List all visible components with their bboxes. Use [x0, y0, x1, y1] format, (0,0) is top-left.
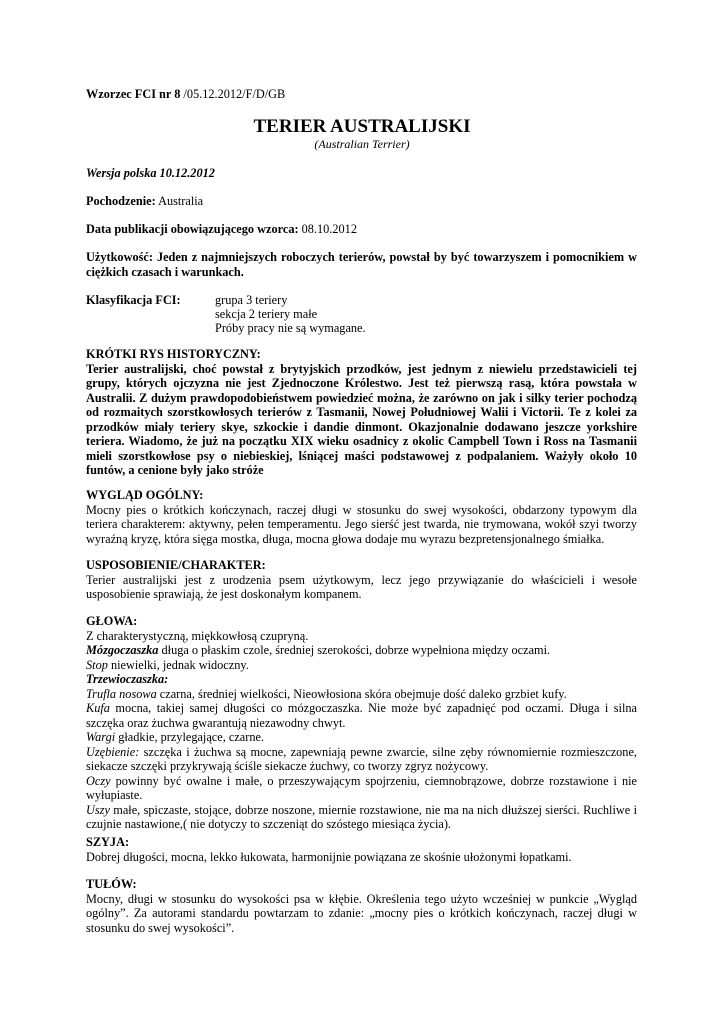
classification-section: sekcja 2 teriery małe	[215, 307, 318, 321]
muzzle-line	[86, 701, 637, 730]
skull-text: długa o płaskim czole, średniej szerokości, dobrze wypełniona między oczami.	[158, 643, 551, 657]
utility-paragraph	[86, 250, 637, 279]
classification-group: grupa 3 teriery	[215, 293, 288, 307]
temperament-heading: USPOSOBIENIE/CHARAKTER:	[86, 558, 266, 572]
origin-value: Australia	[155, 194, 204, 208]
general-section	[86, 488, 637, 546]
origin-line	[86, 194, 637, 209]
muzzle-label: Kufa	[86, 701, 110, 715]
skull-label: Mózgoczaszka	[86, 643, 159, 657]
document-title: TERIER AUSTRALIJSKI	[253, 116, 471, 137]
version-line: Wersja polska 10.12.2012	[86, 166, 215, 180]
document-subtitle: (Australian Terrier)	[314, 137, 410, 151]
standard-label: Wzorzec FCI nr 8	[86, 87, 181, 101]
neck-heading: SZYJA:	[86, 835, 130, 849]
classification-trials: Próby pracy nie są wymagane.	[215, 321, 366, 335]
head-heading: GŁOWA:	[86, 614, 138, 628]
lips-label: Wargi	[86, 730, 116, 744]
standard-ref: /05.12.2012/F/D/GB	[180, 87, 286, 101]
face-heading: Trzewioczaszka:	[86, 672, 169, 686]
body-heading: TUŁÓW:	[86, 877, 137, 891]
lips-line	[86, 730, 637, 745]
body-section	[86, 877, 637, 935]
eyes-label: Oczy	[86, 773, 111, 788]
origin-label: Pochodzenie:	[86, 194, 156, 208]
nose-line	[86, 687, 637, 702]
body-text: Mocny, długi w stosunku do wysokości psa w kłębie. Określenia tego użyto wcześniej w punkcie „Wygląd ogólny”. Za autorami standardu powtarzam to zdanie: „mocny pies o krótkich kończynach, raczej długi w stosunku do swej wysokości”.	[86, 891, 637, 935]
history-text: Terier australijski, choć powstał z brytyjskich przodków, jest jednym z niewielu przedstawicieli tej grupy, których ojczyzna nie jest Zjednoczone Królestwo. Jest też pierwszą rasą, która powstała w Australii. Z dużym prawdopodobieństwem powiedzieć można, że zarówno on jak i silky terier pochodzą od rozmaitych szorstkowłosych terierów z Tasmanii, Nowej Południowej Walii i Victorii. Te z kolei za przodków miały teriery skye, szkockie i dandie dinmont. Okazjonalnie dodawano jeszcze yorkshire teriera. Wiadomo, że już na początku XIX wieku osadnicy z okolic Campbell Town i Ross na Tasmanii mieli szorstkowłose psy o niebieskiej, lśniącej maści podstawowej z podpalaniem. Ważyły około 10 funtów, a cenione były jako stróże	[86, 361, 637, 477]
standard-reference	[86, 87, 637, 102]
general-text: Mocny pies o krótkich kończynach, raczej długi w stosunku do swej wysokości, obdarzony typowym dla teriera charakterem: aktywny, pełen temperamentu. Jego sierść jest twarda, nie trymowana, wokół szyi tworzy wyraźną kryzę, która sięga mostka, długa, mocna głowa dodaje mu wyrazu bezpretensjonalnego śmiałka.	[86, 502, 637, 546]
eyes-line	[86, 774, 637, 803]
head-section	[86, 614, 637, 832]
ears-line	[86, 803, 637, 832]
nose-text: czarna, średniej wielkości, Nieowłosiona skóra obejmuje dość daleko grzbiet kufy.	[156, 686, 567, 701]
neck-text: Dobrej długości, mocna, lekko łukowata, harmonijnie powiązana ze skośnie ułożonymi łopatkami.	[86, 849, 572, 864]
publication-line	[86, 222, 637, 237]
classification-label: Klasyfikacja FCI:	[86, 293, 181, 307]
head-intro: Z charakterystyczną, miękkowłosą czupryną.	[86, 628, 309, 643]
muzzle-text: mocna, takiej samej długości co mózgoczaszka. Nie może być zapadnięć pod oczami. Długa i silna szczęka oraz żuchwa gwarantują niezawodny chwyt.	[86, 701, 637, 730]
history-heading: KRÓTKI RYS HISTORYCZNY:	[86, 347, 261, 361]
publication-label: Data publikacji obowiązującego wzorca:	[86, 222, 299, 236]
publication-value: 08.10.2012	[298, 222, 357, 236]
stop-label: Stop	[86, 657, 108, 672]
teeth-line	[86, 745, 637, 774]
utility-text: Jeden z najmniejszych roboczych terierów, powstał by być towarzyszem i pomocnikiem w ciężkich czasach i warunkach.	[86, 250, 637, 279]
general-heading: WYGLĄD OGÓLNY:	[86, 488, 204, 502]
stop-line	[86, 658, 637, 673]
stop-text: niewielki, jednak widoczny.	[107, 657, 249, 672]
history-section	[86, 347, 637, 478]
teeth-text: szczęka i żuchwa są mocne, zapewniają pewne zwarcie, silne zęby równomiernie rozmieszczone, siekacze szczęki przykrywają ściśle siekacze żuchwy, co tworzy zgryz nożycowy.	[86, 744, 637, 773]
nose-label: Trufla nosowa	[86, 686, 157, 701]
teeth-label: Uzębienie:	[86, 744, 140, 759]
eyes-text: powinny być owalne i małe, o przeszywającym spojrzeniu, ciemnobrązowe, dobrze rozstawione i nie wyłupiaste.	[86, 773, 637, 802]
ears-text: małe, spiczaste, stojące, dobrze noszone, miernie rozstawione, nie ma na nich dłuższej sierści. Ruchliwe i czujnie nastawione,( nie dotyczy to szczeniąt do szóstego miesiąca życia).	[86, 802, 637, 831]
lips-text: gładkie, przylegające, czarne.	[115, 730, 265, 744]
neck-section	[86, 835, 637, 864]
temperament-text: Terier australijski jest z urodzenia psem użytkowym, lecz jego przywiązanie do właścicieli i wesołe usposobienie sprawiają, że jest doskonałym kompanem.	[86, 572, 637, 601]
ears-label: Uszy	[86, 802, 110, 817]
skull-line	[86, 643, 637, 658]
utility-label: Użytkowość:	[86, 250, 153, 264]
temperament-section	[86, 558, 637, 602]
